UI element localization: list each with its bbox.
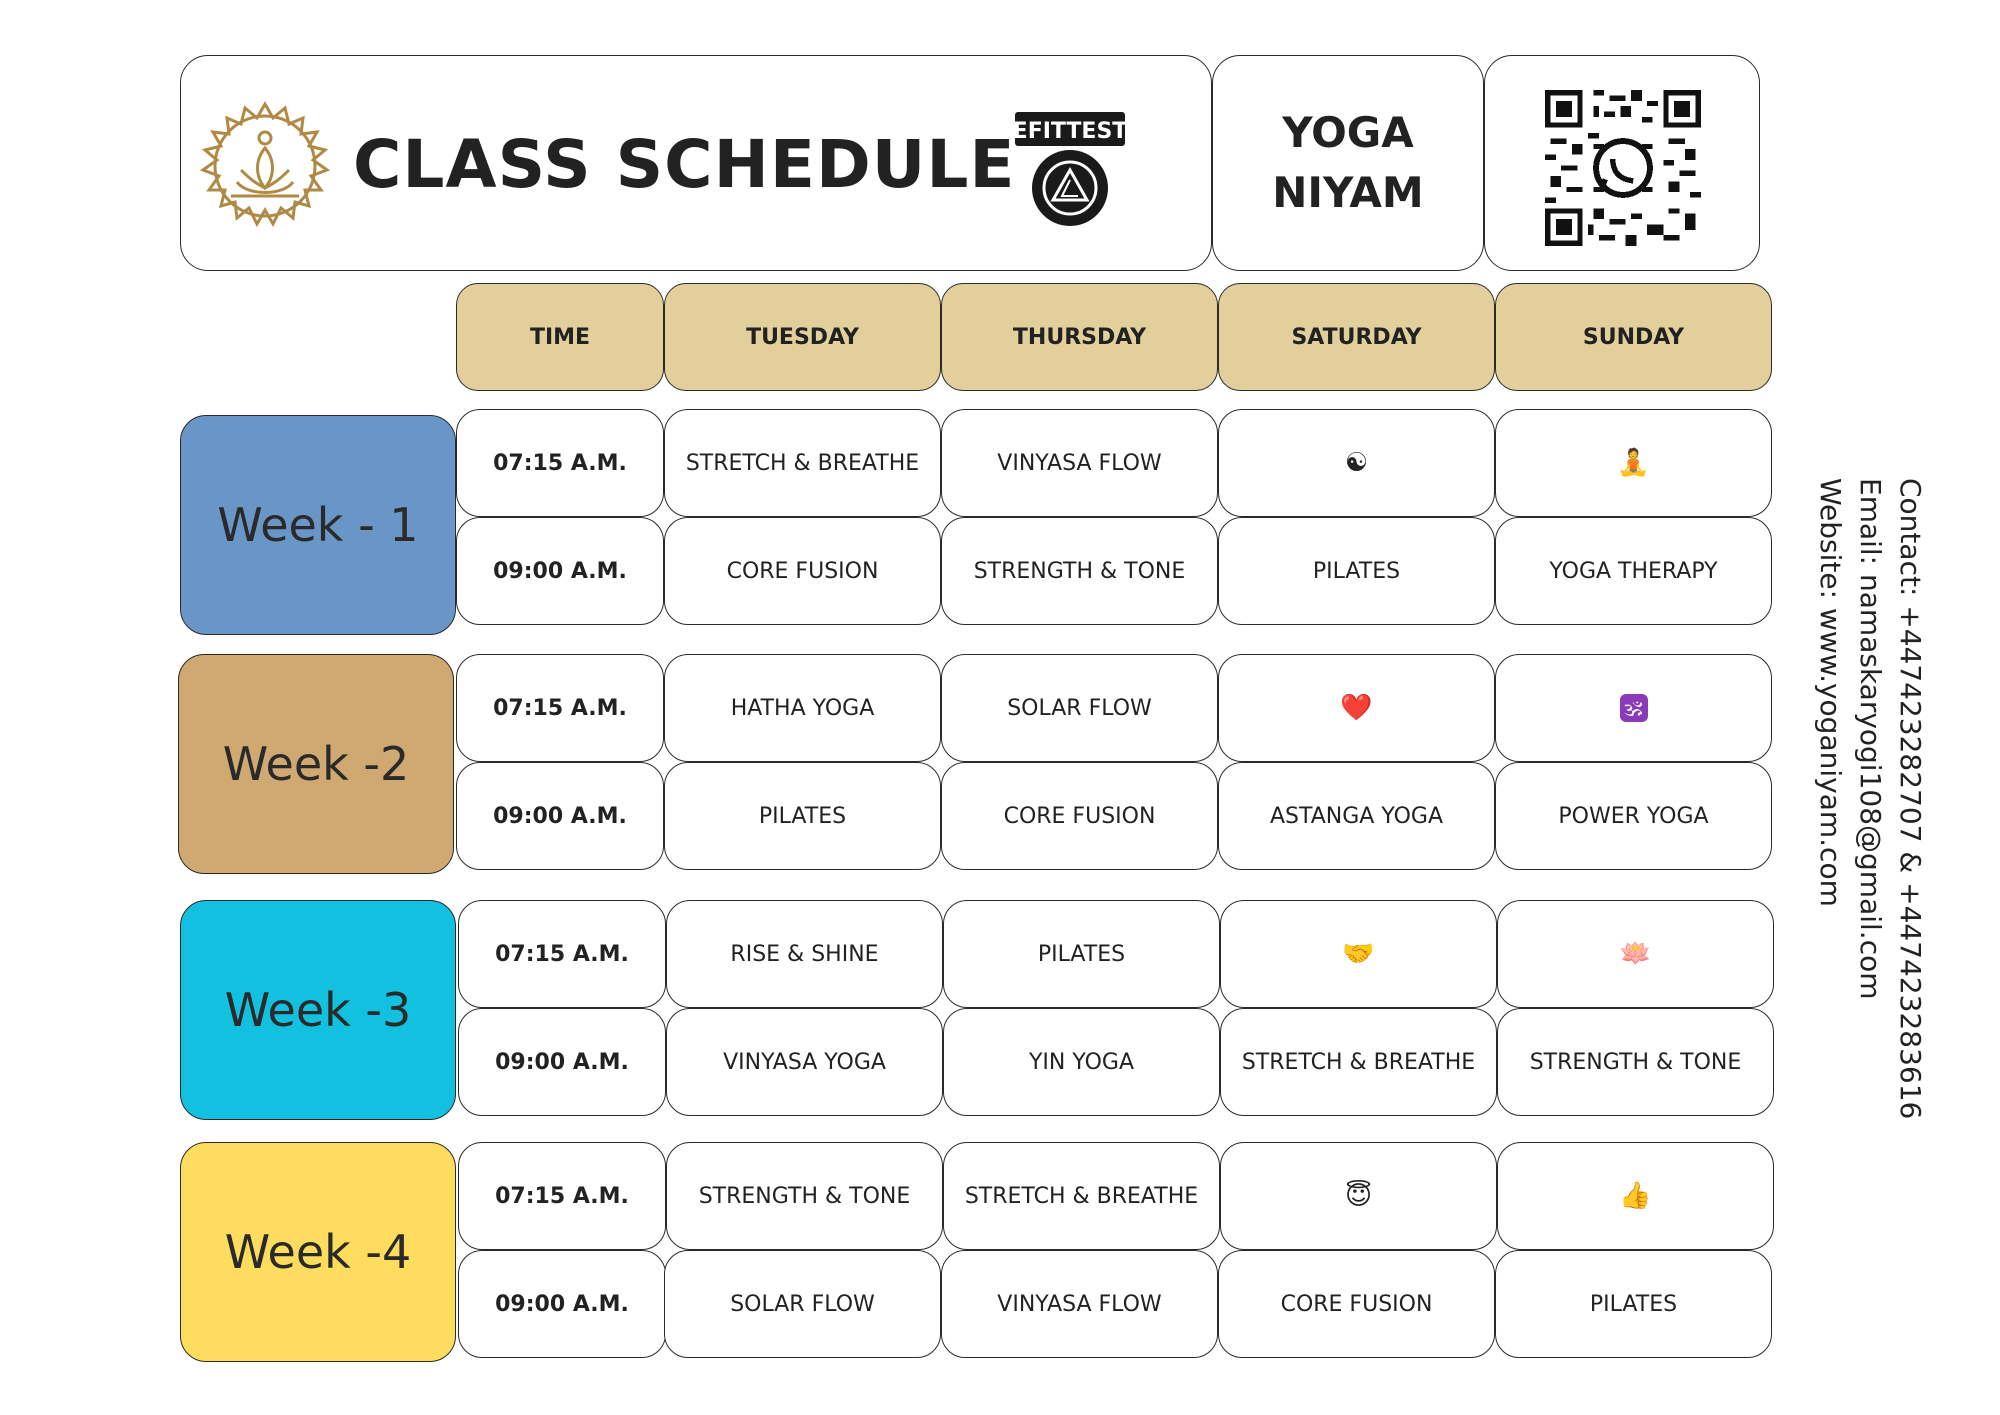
week-2-row-2-time: 09:00 A.M. [456,762,664,870]
week-1-row-2-saturday: PILATES [1218,517,1495,625]
smiling-halo-face-icon: 😇 [1220,1142,1497,1250]
studio-name-line1: YOGA [1282,108,1414,157]
om-icon [1495,654,1772,762]
page-title: CLASS SCHEDULE [353,125,1016,203]
heart-icon: ❤️ [1218,654,1495,762]
lotus-icon: 🪷 [1497,900,1774,1008]
week-2-row-1-time: 07:15 A.M. [456,654,664,762]
week-3-row-2-thursday: YIN YOGA [943,1008,1220,1116]
lotus-meditation-icon [197,98,333,234]
week-1-row-1-tuesday: STRETCH & BREATHE [664,409,941,517]
contact-website[interactable]: Website: www.yoganiyam.com [1814,478,1847,907]
week-2-row-1-thursday: SOLAR FLOW [941,654,1218,762]
week-4-row-1-tuesday: STRENGTH & TONE [666,1142,943,1250]
week-4-row-2-sunday: PILATES [1495,1250,1772,1358]
week-1-row-2-thursday: STRENGTH & TONE [941,517,1218,625]
week-3-row-1-thursday: PILATES [943,900,1220,1008]
efittest-badge-icon [1009,108,1131,230]
week-3-row-2-saturday: STRETCH & BREATHE [1220,1008,1497,1116]
week-1-row-2-sunday: YOGA THERAPY [1495,517,1772,625]
column-header-time: TIME [456,283,664,391]
week-3-label: Week -3 [180,900,456,1120]
week-3-row-1-time: 07:15 A.M. [458,900,666,1008]
week-2-row-2-saturday: ASTANGA YOGA [1218,762,1495,870]
week-4-row-1-thursday: STRETCH & BREATHE [943,1142,1220,1250]
header-title-box [180,55,1212,271]
week-1-row-2-tuesday: CORE FUSION [664,517,941,625]
yin-yang-icon: ☯ [1218,409,1495,517]
week-1-label: Week - 1 [180,415,456,635]
week-2-row-2-sunday: POWER YOGA [1495,762,1772,870]
column-header-thursday: THURSDAY [941,283,1218,391]
studio-name-line2: NIYAM [1272,168,1424,217]
meditating-person-icon: 🧘 [1495,409,1772,517]
week-4-row-2-time: 09:00 A.M. [458,1250,666,1358]
whatsapp-qr-code-icon[interactable] [1545,90,1701,246]
week-2-row-2-thursday: CORE FUSION [941,762,1218,870]
contact-email[interactable]: Email: namaskaryogi108@gmail.com [1854,478,1887,1000]
week-4-row-2-saturday: CORE FUSION [1218,1250,1495,1358]
week-1-row-1-thursday: VINYASA FLOW [941,409,1218,517]
contact-phone[interactable]: Contact: +447423282707 & +447423283616 [1894,478,1927,1120]
column-header-saturday: SATURDAY [1218,283,1495,391]
partner-logo-text: EFITTEST [1012,119,1128,144]
week-1-row-1-time: 07:15 A.M. [456,409,664,517]
om-symbol: 🕉 [1620,694,1648,722]
handshake-icon: 🤝 [1220,900,1497,1008]
studio-name-box [1212,55,1484,271]
week-3-row-2-time: 09:00 A.M. [458,1008,666,1116]
week-3-row-2-tuesday: VINYASA YOGA [666,1008,943,1116]
week-1-row-2-time: 09:00 A.M. [456,517,664,625]
week-3-row-2-sunday: STRENGTH & TONE [1497,1008,1774,1116]
thumbs-up-icon: 👍 [1497,1142,1774,1250]
week-3-row-1-tuesday: RISE & SHINE [666,900,943,1008]
week-4-row-1-time: 07:15 A.M. [458,1142,666,1250]
column-header-sunday: SUNDAY [1495,283,1772,391]
week-4-label: Week -4 [180,1142,456,1362]
week-4-row-2-thursday: VINYASA FLOW [941,1250,1218,1358]
week-2-row-2-tuesday: PILATES [664,762,941,870]
week-2-row-1-tuesday: HATHA YOGA [664,654,941,762]
qr-code-box [1484,55,1760,271]
contact-info [1814,478,1930,1120]
week-4-row-2-tuesday: SOLAR FLOW [664,1250,941,1358]
week-2-label: Week -2 [178,654,454,874]
column-header-tuesday: TUESDAY [664,283,941,391]
